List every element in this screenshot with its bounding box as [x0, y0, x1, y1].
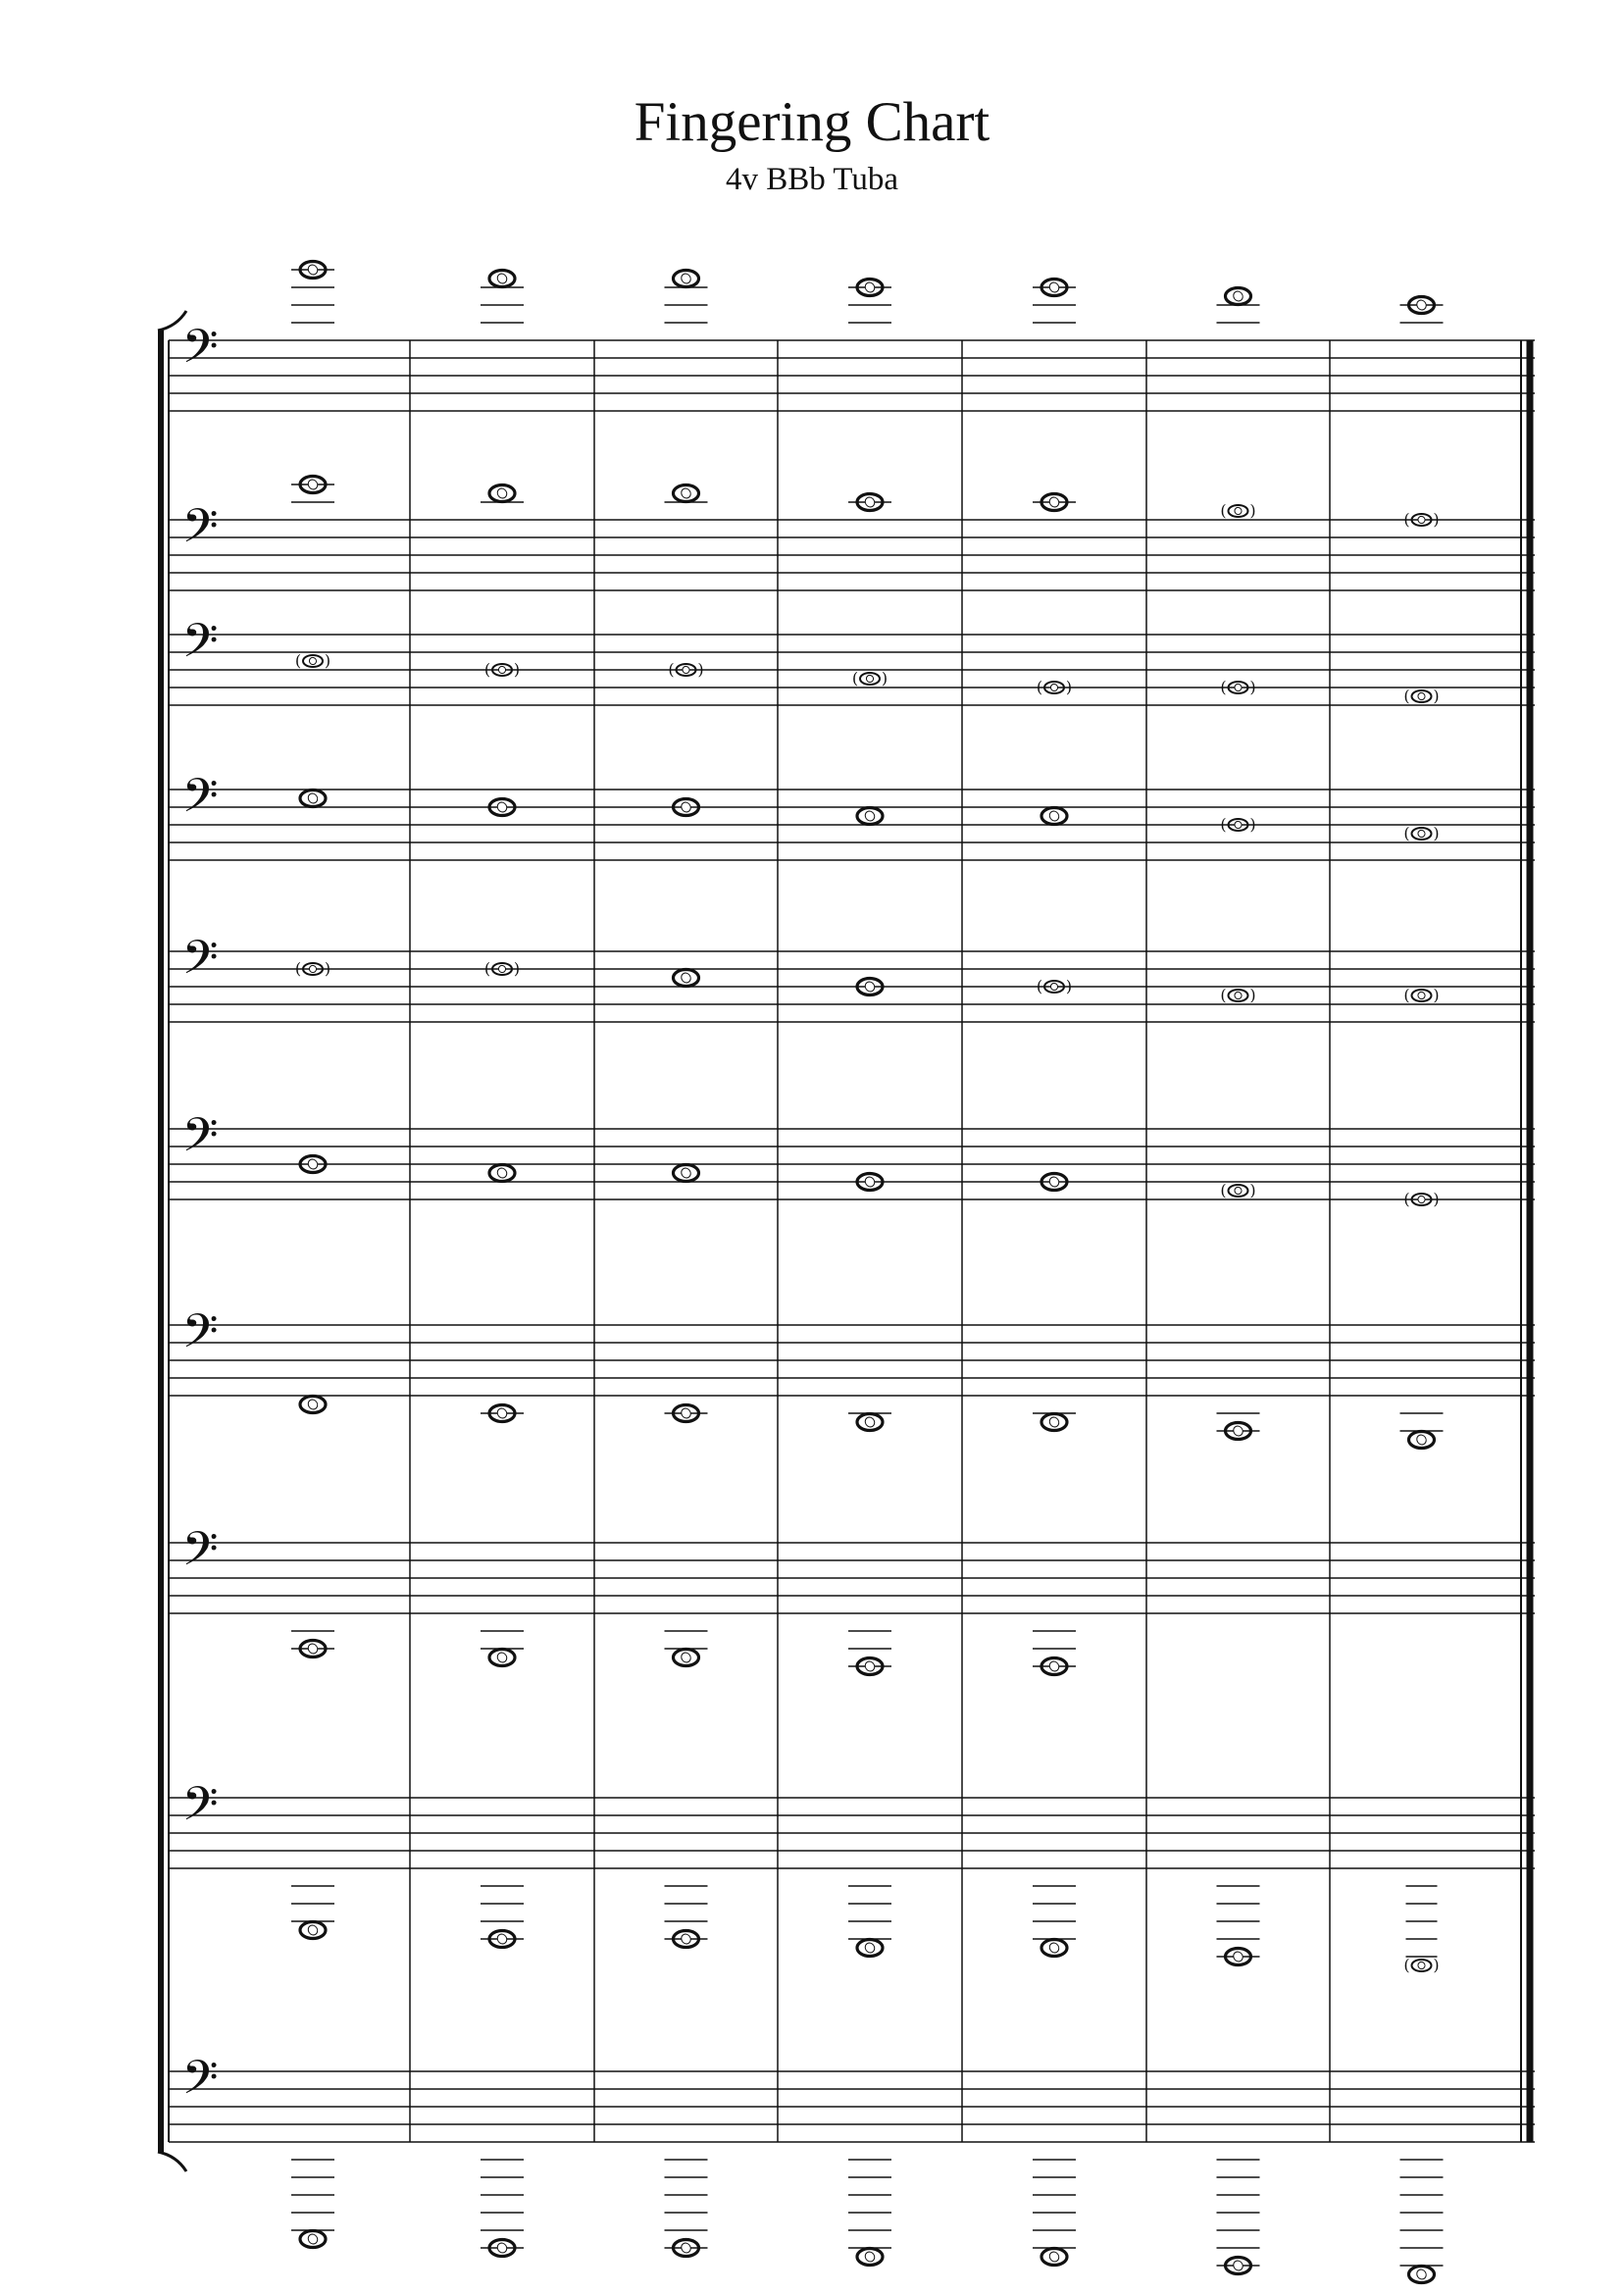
whole-note-hole	[495, 1651, 508, 1664]
whole-note-hole	[1047, 495, 1060, 509]
whole-note-hole	[1234, 820, 1243, 830]
whole-note-hole	[1417, 1195, 1427, 1204]
whole-note-hole	[497, 964, 507, 974]
whole-note-hole	[306, 1398, 319, 1411]
note-parenthesis-left: (	[1403, 1190, 1410, 1208]
whole-note-hole	[680, 1166, 692, 1180]
whole-note-hole	[497, 665, 507, 675]
whole-note-hole	[680, 1406, 692, 1420]
whole-note-hole	[495, 1406, 508, 1420]
chart-title: Fingering Chart	[634, 91, 990, 153]
whole-note-hole	[495, 272, 508, 285]
note-parenthesis-left: (	[483, 660, 491, 679]
note-parenthesis-right: )	[1249, 1181, 1256, 1199]
note-parenthesis-right: )	[697, 660, 704, 679]
bass-clef-icon: 𝄢	[181, 1776, 219, 1843]
whole-note-hole	[1234, 991, 1243, 1000]
whole-note-hole	[1047, 1941, 1060, 1955]
whole-note-hole	[1415, 2268, 1428, 2281]
note-parenthesis-left: (	[294, 651, 302, 670]
whole-note-hole	[1417, 829, 1427, 839]
note-parenthesis-left: (	[483, 959, 491, 978]
note-parenthesis-right: )	[1249, 678, 1256, 696]
note-parenthesis-left: (	[668, 660, 675, 679]
whole-note-hole	[1232, 1424, 1244, 1438]
note-parenthesis-left: (	[1220, 986, 1227, 1004]
whole-note-hole	[1415, 298, 1428, 312]
whole-note-hole	[863, 1659, 876, 1673]
whole-note-hole	[1047, 1659, 1060, 1673]
note-parenthesis-left: (	[1403, 824, 1410, 842]
whole-note-hole	[863, 1175, 876, 1189]
whole-note-hole	[1047, 1415, 1060, 1429]
whole-note-hole	[682, 665, 691, 675]
note-parenthesis-right: )	[1433, 824, 1440, 842]
whole-note-hole	[308, 656, 318, 666]
whole-note-hole	[863, 280, 876, 294]
whole-note-hole	[1047, 809, 1060, 823]
note-parenthesis-left: (	[1403, 986, 1410, 1004]
note-parenthesis-right: )	[513, 660, 521, 679]
whole-note-hole	[863, 495, 876, 509]
whole-note-hole	[1232, 1950, 1244, 1963]
whole-note-hole	[863, 809, 876, 823]
whole-note-hole	[306, 2232, 319, 2246]
note-parenthesis-right: )	[1249, 501, 1256, 520]
note-parenthesis-left: (	[851, 669, 859, 688]
note-parenthesis-right: )	[1249, 986, 1256, 1004]
bass-clef-icon: 𝄢	[181, 319, 219, 385]
bass-clef-icon: 𝄢	[181, 498, 219, 565]
bass-clef-icon: 𝄢	[181, 2050, 219, 2116]
note-parenthesis-right: )	[324, 959, 331, 978]
note-parenthesis-right: )	[1433, 986, 1440, 1004]
note-parenthesis-right: )	[881, 669, 888, 688]
bass-clef-icon: 𝄢	[181, 768, 219, 835]
note-parenthesis-right: )	[1433, 1956, 1440, 1974]
whole-note-hole	[306, 263, 319, 277]
note-parenthesis-right: )	[1433, 510, 1440, 529]
whole-note-hole	[680, 1651, 692, 1664]
whole-note-hole	[863, 980, 876, 994]
whole-note-hole	[1232, 2259, 1244, 2272]
whole-note-hole	[1047, 280, 1060, 294]
whole-note-hole	[680, 800, 692, 814]
whole-note-hole	[306, 1642, 319, 1656]
note-parenthesis-right: )	[1433, 687, 1440, 705]
whole-note-hole	[1049, 982, 1059, 992]
note-parenthesis-right: )	[1249, 815, 1256, 834]
whole-note-hole	[306, 791, 319, 805]
whole-note-hole	[680, 486, 692, 500]
whole-note-hole	[680, 2241, 692, 2255]
bracket-bottom-hook	[158, 2152, 186, 2171]
note-parenthesis-left: (	[1220, 1181, 1227, 1199]
note-parenthesis-left: (	[1403, 1956, 1410, 1974]
whole-note-hole	[680, 272, 692, 285]
whole-note-hole	[863, 1941, 876, 1955]
note-parenthesis-left: (	[1220, 501, 1227, 520]
bass-clef-icon: 𝄢	[181, 1521, 219, 1588]
whole-note-hole	[680, 971, 692, 985]
whole-note-hole	[865, 674, 875, 684]
note-parenthesis-left: (	[1403, 687, 1410, 705]
whole-note-hole	[1415, 1433, 1428, 1447]
whole-note-hole	[308, 964, 318, 974]
whole-note-hole	[863, 1415, 876, 1429]
bass-clef-icon: 𝄢	[181, 930, 219, 996]
note-parenthesis-left: (	[1036, 678, 1043, 696]
note-parenthesis-right: )	[1065, 977, 1073, 995]
whole-note-hole	[1234, 506, 1243, 516]
whole-note-hole	[1417, 515, 1427, 525]
whole-note-hole	[1047, 1175, 1060, 1189]
whole-note-hole	[495, 1166, 508, 1180]
whole-note-hole	[1234, 1186, 1243, 1196]
whole-note-hole	[1049, 683, 1059, 692]
note-parenthesis-right: )	[513, 959, 521, 978]
note-parenthesis-left: (	[1220, 815, 1227, 834]
note-parenthesis-left: (	[1403, 510, 1410, 529]
whole-note-hole	[863, 2250, 876, 2264]
note-parenthesis-right: )	[1433, 1190, 1440, 1208]
whole-note-hole	[1417, 991, 1427, 1000]
whole-note-hole	[1417, 691, 1427, 701]
chart-subtitle: 4v BBb Tuba	[725, 162, 899, 197]
note-parenthesis-left: (	[1036, 977, 1043, 995]
whole-note-hole	[495, 800, 508, 814]
whole-note-hole	[1417, 1961, 1427, 1970]
whole-note-hole	[495, 2241, 508, 2255]
whole-note-hole	[1232, 289, 1244, 303]
whole-note-hole	[306, 478, 319, 491]
whole-note-hole	[1047, 2250, 1060, 2264]
bass-clef-icon: 𝄢	[181, 1303, 219, 1370]
whole-note-hole	[495, 1932, 508, 1946]
note-parenthesis-left: (	[1220, 678, 1227, 696]
bass-clef-icon: 𝄢	[181, 613, 219, 680]
whole-note-hole	[306, 1923, 319, 1937]
whole-note-hole	[1234, 683, 1243, 692]
whole-note-hole	[306, 1157, 319, 1171]
bass-clef-icon: 𝄢	[181, 1107, 219, 1174]
whole-note-hole	[680, 1932, 692, 1946]
note-parenthesis-left: (	[294, 959, 302, 978]
note-parenthesis-right: )	[1065, 678, 1073, 696]
whole-note-hole	[495, 486, 508, 500]
note-parenthesis-right: )	[324, 651, 331, 670]
